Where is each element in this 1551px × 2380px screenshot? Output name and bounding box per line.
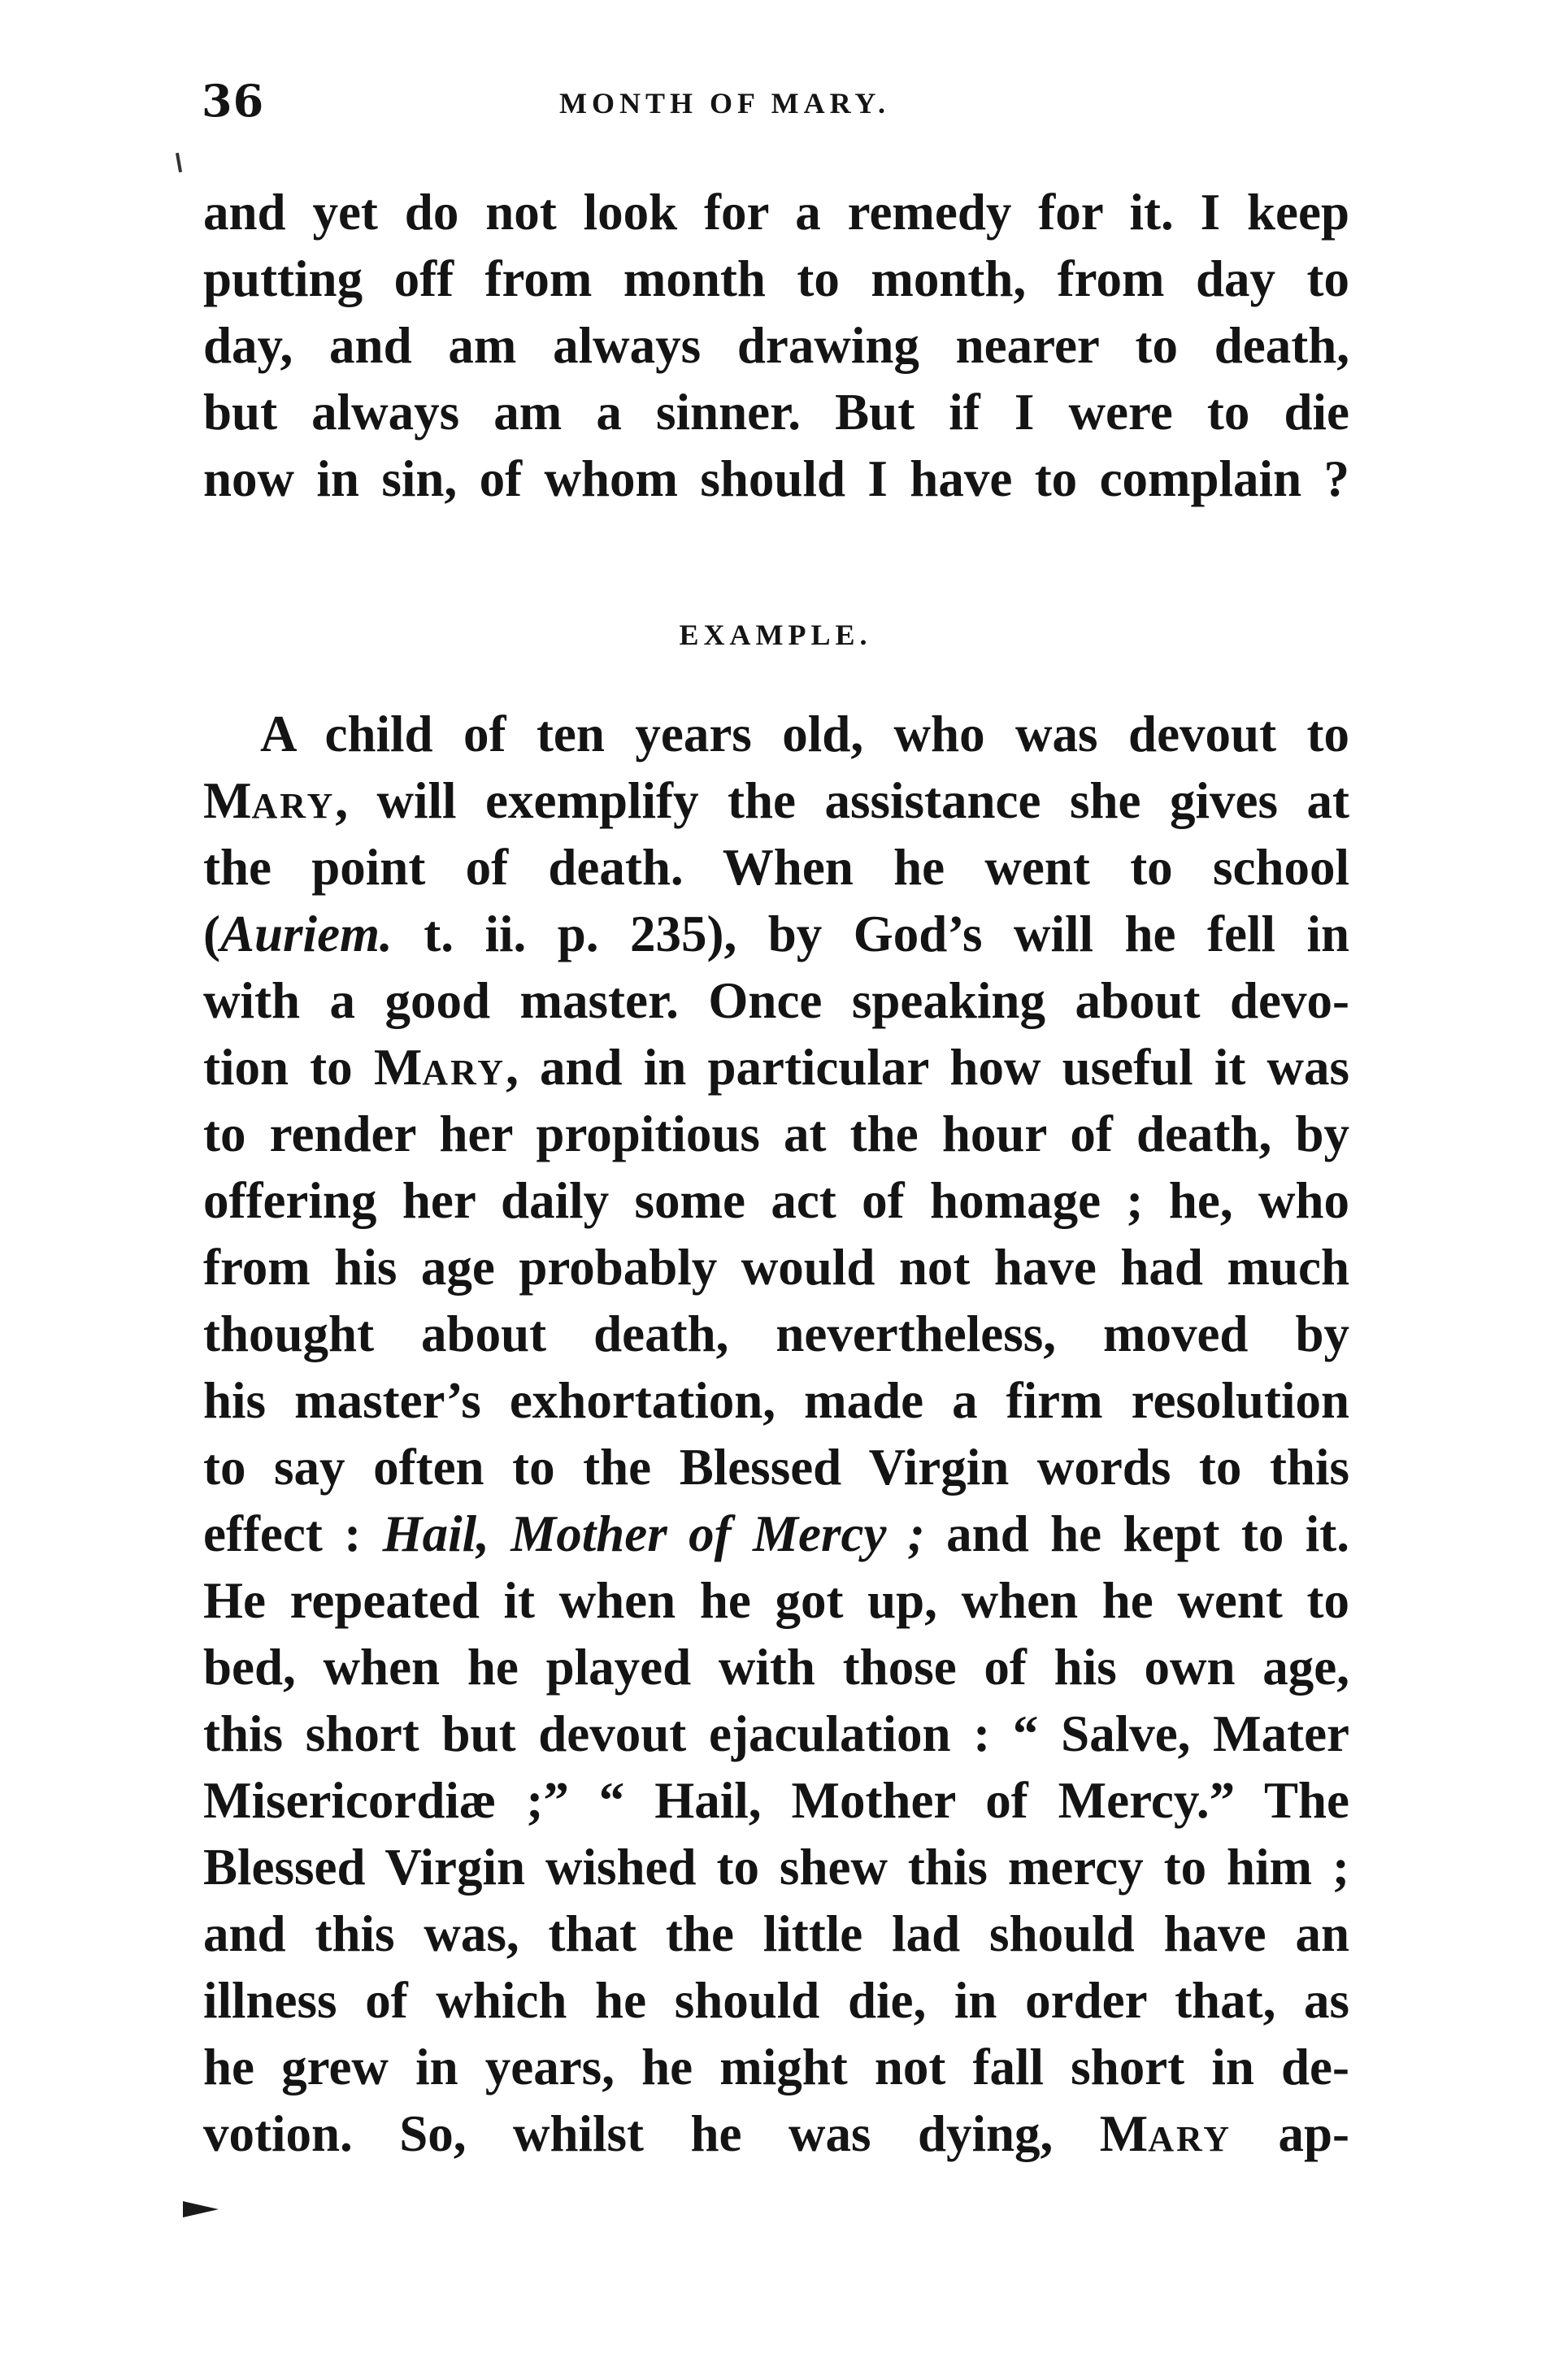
margin-tick-mark [176, 153, 182, 172]
text-line: he grew in years, he might not fall short in de- [203, 2039, 1349, 2096]
text-line: Misericordiæ ;” “ Hail, Mother of Mercy.” The [203, 1772, 1349, 1829]
text-line: this short but devout ejaculation : “ Salve, Mater [203, 1705, 1349, 1762]
pointer-mark-icon [183, 2201, 219, 2217]
text-line: illness of which he should die, in order that, as [203, 1972, 1349, 2029]
example-paragraph [203, 701, 1349, 2167]
text-line: with a good master. Once speaking about devo- [203, 972, 1349, 1029]
text-line: and this was, that the little lad should have an [203, 1905, 1349, 1962]
text-line: to render her propitious at the hour of death, by [203, 1105, 1349, 1162]
text-line: Mary, will exemplify the assistance she gives at [203, 772, 1349, 829]
text-line: thought about death, nevertheless, moved by [203, 1305, 1349, 1362]
text-line: to say often to the Blessed Virgin words to this [203, 1439, 1349, 1496]
text-line: day, and am always drawing nearer to death, [203, 317, 1349, 374]
text-line: He repeated it when he got up, when he went to [203, 1572, 1349, 1629]
text-line: (Auriem. t. ii. p. 235), by God’s will he fell in [203, 906, 1349, 962]
text-line: but always am a sinner. But if I were to die [203, 384, 1349, 441]
page-header [202, 75, 1348, 132]
running-title: MONTH OF MARY. [559, 87, 891, 119]
small-caps-name: ary [1148, 2105, 1232, 2162]
text-line: bed, when he played with those of his own age, [203, 1639, 1349, 1696]
section-heading: EXAMPLE. [679, 619, 872, 651]
text-line: offering her daily some act of homage ; he, who [203, 1172, 1349, 1229]
citation-italic: Auriem. [219, 906, 393, 962]
text-line: the point of death. When he went to school [203, 839, 1349, 896]
small-caps-name: ary [422, 1039, 506, 1096]
page-number: 36 [202, 75, 265, 127]
text-line: putting off from month to month, from day to [203, 250, 1349, 307]
text-line: tion to Mary, and in particular how useful it was [203, 1039, 1349, 1096]
intro-paragraph [203, 179, 1349, 512]
small-caps-name: ary [251, 772, 336, 829]
text-line: now in sin, of whom should I have to complain ? [203, 450, 1349, 507]
text-line: from his age probably would not have had much [203, 1239, 1349, 1296]
text-line: A child of ten years old, who was devout to [260, 706, 1349, 762]
text-line: his master’s exhortation, made a firm resolution [203, 1372, 1349, 1429]
text-line: effect : Hail, Mother of Mercy ; and he kept to it. [203, 1505, 1349, 1562]
text-line: and yet do not look for a remedy for it. I keep [203, 184, 1349, 241]
italic-phrase: Hail, Mother of Mercy ; [382, 1505, 925, 1562]
text-line: Blessed Virgin wished to shew this mercy to him ; [203, 1839, 1349, 1896]
text-line: votion. So, whilst he was dying, Mary ap- [203, 2105, 1349, 2162]
